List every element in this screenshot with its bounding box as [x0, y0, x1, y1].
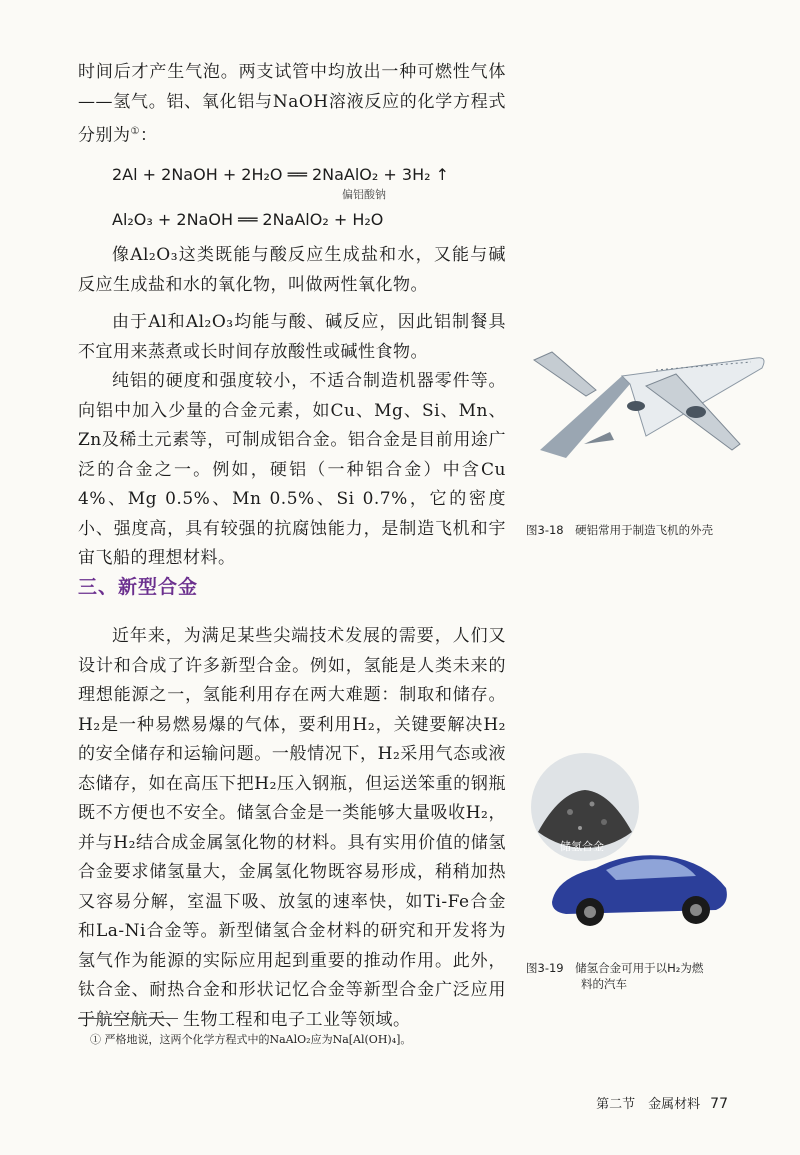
- paragraph-aluminum-ware: 由于Al和Al₂O₃均能与酸、碱反应，因此铝制餐具不宜用来蒸煮或长时间存放酸性或碱性食物。: [78, 312, 506, 362]
- equation-note: 偏铝酸钠: [342, 188, 386, 202]
- airplane-icon: [526, 340, 776, 480]
- figure-19-caption: [526, 960, 703, 992]
- figure-19-caption-line1: 图3-19 储氢合金可用于以H₂为燃: [526, 961, 704, 975]
- section-text-block: [78, 622, 506, 1035]
- footnote-rule: [78, 1018, 178, 1019]
- equation-1: 2Al + 2NaOH + 2H₂O ══ 2NaAlO₂ + 3H₂ ↑: [112, 165, 450, 185]
- paragraph-amphoteric: 像Al₂O₃这类既能与酸反应生成盐和水，又能与碱反应生成盐和水的氧化物，叫做两性氧化物。: [78, 245, 506, 295]
- figure-18-caption: 图3-18 硬铝常用于制造飞机的外壳: [526, 523, 714, 537]
- footnote: ① 严格地说，这两个化学方程式中的NaAlO₂应为Na[Al(OH)₄]。: [90, 1033, 412, 1046]
- top-text-block: [78, 58, 506, 574]
- car-figure: [546, 838, 732, 934]
- page-footer: [596, 1093, 728, 1112]
- page-number: 77: [710, 1096, 728, 1112]
- footer-section: 第二节 金属材料: [596, 1097, 701, 1112]
- paragraph-new-alloys: 近年来，为满足某些尖端技术发展的需要，人们又设计和合成了许多新型合金。例如，氢能是人类未来的理想能源之一，氢能利用存在两大难题：制取和储存。H₂是一种易燃易爆的气体，要利用H₂，关键要解决H₂的安全储存和运输问题。一般情况下，H₂采用气态或液态储存，如在高压下把H₂压入钢瓶，但运送笨重的钢瓶既不方便也不安全。储氢合金是一类能够大量吸收H₂，并与H₂结合成金属氢化物的材料。具有实用价值的储氢合金要求储氢量大，金属氢化物既容易形成，稍稍加热又容易分解，室温下吸、放氢的速率快，如Ti-Fe合金和La-Ni合金等。新型储氢合金材料的研究和开发将为氢气作为能源的实际应用起到重要的推动作用。此外，钛合金、耐热合金和形状记忆合金等新型合金广泛应用于航空航天、生物工程和电子工业等领域。: [78, 626, 506, 1030]
- equation-2: Al₂O₃ + 2NaOH ══ 2NaAlO₂ + H₂O: [112, 210, 384, 230]
- section-heading: 三、新型合金: [78, 576, 199, 598]
- car-icon: [546, 838, 732, 934]
- paragraph-aluminum-alloy: 纯铝的硬度和强度较小，不适合制造机器零件等。向铝中加入少量的合金元素，如Cu、Mg、Si、Mn、Zn及稀土元素等，可制成铝合金。铝合金是目前用途广泛的合金之一。例如，硬铝（一种铝合金）中含Cu 4%、Mg 0.5%、Mn 0.5%、Si 0.7%，它的密度小、强度高，具有较强的抗腐蚀能力，是制造飞机和宇宙飞船的理想材料。: [78, 371, 506, 569]
- figure-19-caption-line2: 料的汽车: [581, 977, 627, 991]
- equations: [112, 165, 506, 229]
- paragraph-intro-end: ：: [139, 125, 158, 146]
- alloy-label: 储氢合金: [560, 840, 604, 853]
- paragraph-intro-text: 时间后才产生气泡。两支试管中均放出一种可燃性气体——氢气。铝、氧化铝与NaOH溶液反应的化学方程式分别为: [78, 62, 506, 146]
- footnote-marker[interactable]: ①: [130, 126, 140, 137]
- airplane-figure: [526, 340, 776, 480]
- paragraph-intro: [78, 58, 506, 151]
